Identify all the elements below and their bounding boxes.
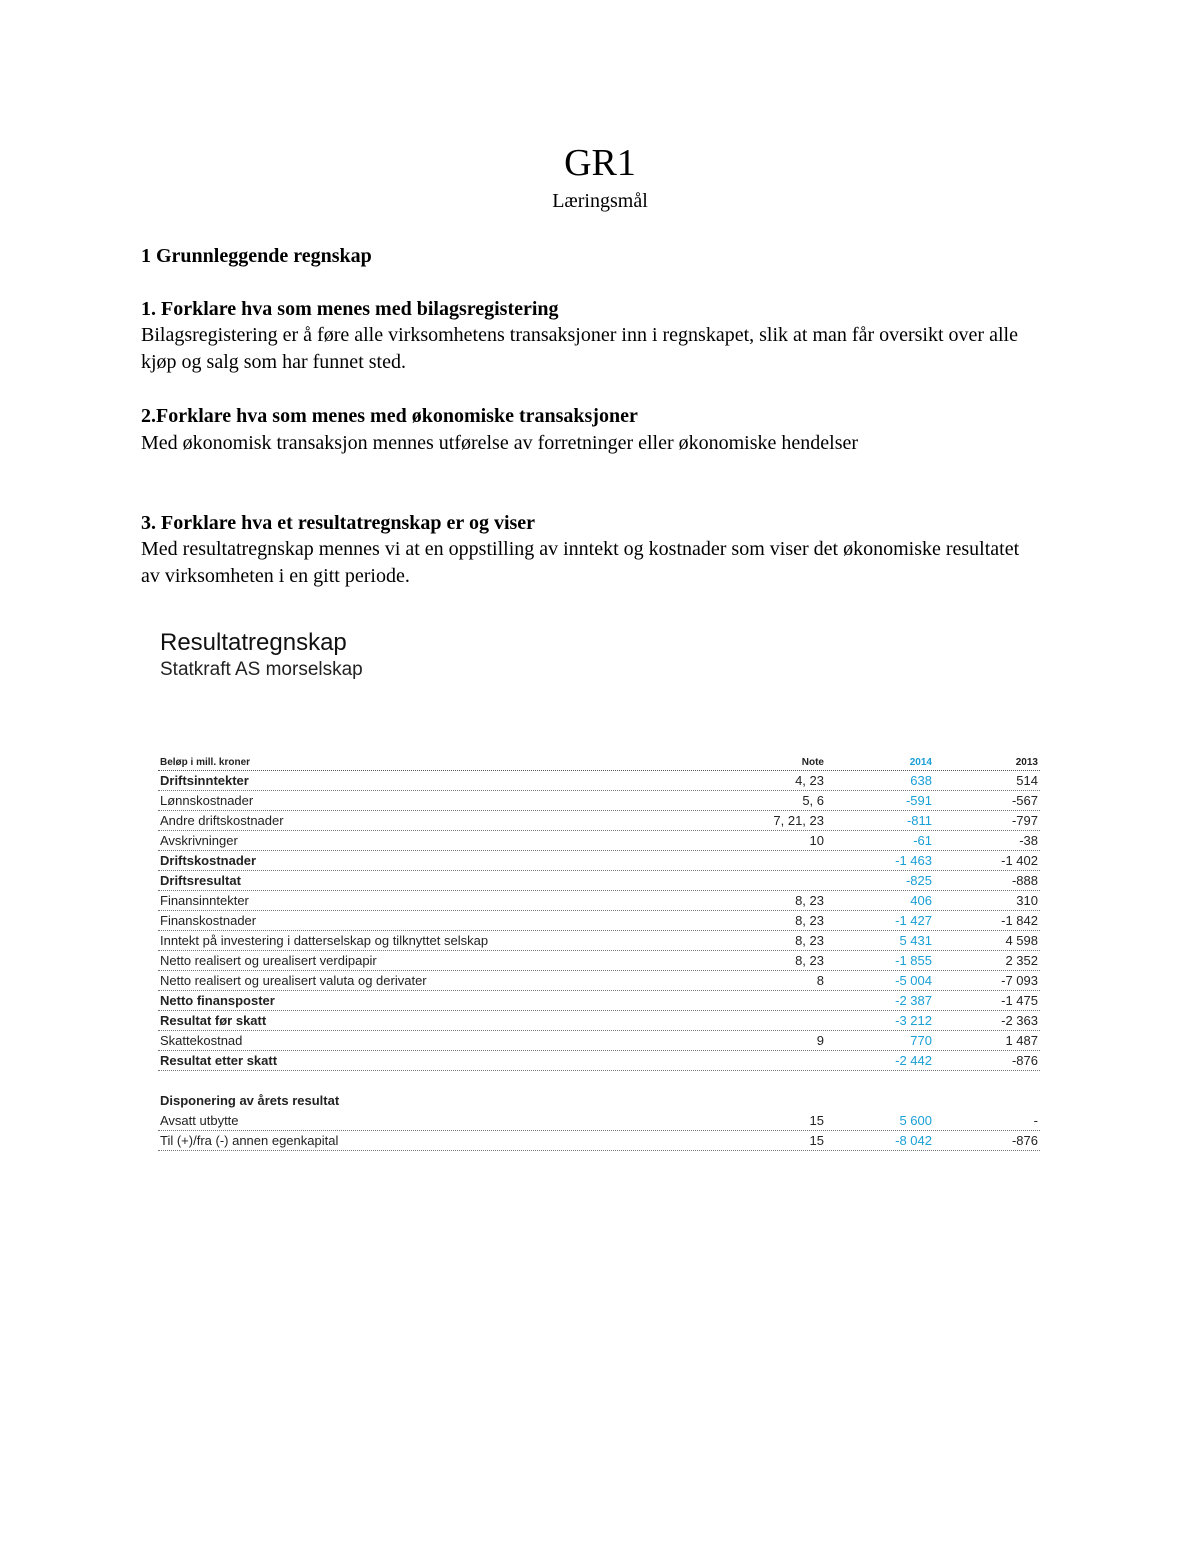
row-value-current: -1 855 xyxy=(895,953,932,968)
row-value-current: 5 600 xyxy=(899,1113,932,1128)
table-row xyxy=(158,811,1040,831)
row-note: 15 xyxy=(809,1133,824,1148)
row-label: Netto realisert og urealisert valuta og derivater xyxy=(160,973,427,988)
table-row xyxy=(158,1011,1040,1031)
statement-title: Resultatregnskap xyxy=(160,629,347,656)
row-value-current: -811 xyxy=(906,813,932,828)
table-row xyxy=(158,931,1040,951)
header-year-current: 2014 xyxy=(909,757,932,768)
row-value-previous: -876 xyxy=(1011,1053,1038,1068)
row-label: Inntekt på investering i datterselskap og tilknyttet selskap xyxy=(160,933,489,948)
row-value-current: -3 212 xyxy=(895,1013,932,1028)
table-row xyxy=(158,871,1040,891)
row-value-current: -2 442 xyxy=(895,1053,932,1068)
row-value-current: -2 387 xyxy=(895,993,932,1008)
row-value-previous: -2 363 xyxy=(1001,1013,1038,1028)
table-row xyxy=(158,831,1040,851)
row-note: 8, 23 xyxy=(795,893,824,908)
row-note: 7, 21, 23 xyxy=(773,813,824,828)
row-label: Driftskostnader xyxy=(160,853,257,868)
table-row xyxy=(158,891,1040,911)
row-value-current: 638 xyxy=(910,773,932,788)
row-label: Resultat før skatt xyxy=(160,1013,267,1028)
row-label: Finansinntekter xyxy=(160,893,249,908)
table-row xyxy=(158,1131,1040,1151)
row-label: Lønnskostnader xyxy=(160,793,254,808)
row-value-previous: 4 598 xyxy=(1005,933,1038,948)
disposition-heading: Disponering av årets resultat xyxy=(160,1093,340,1108)
question-3-heading: 3. Forklare hva et resultatregnskap er og viser xyxy=(141,512,536,534)
table-row xyxy=(158,1031,1040,1051)
row-value-previous: -7 093 xyxy=(1001,973,1038,988)
section-heading: 1 Grunnleggende regnskap xyxy=(141,245,372,267)
table-row xyxy=(158,1051,1040,1071)
row-value-current: -8 042 xyxy=(895,1133,932,1148)
disposition-rows xyxy=(158,1111,1040,1151)
question-2-answer: Med økonomisk transaksjon mennes utførelse av forretninger eller økonomiske hendelser xyxy=(141,432,859,454)
row-value-previous: 514 xyxy=(1016,773,1038,788)
row-value-current: 770 xyxy=(910,1033,932,1048)
header-label: Beløp i mill. kroner xyxy=(160,757,251,768)
row-label: Netto realisert og urealisert verdipapir xyxy=(160,953,377,968)
table-row xyxy=(158,851,1040,871)
table-row xyxy=(158,771,1040,791)
row-note: 8 xyxy=(816,973,824,988)
question-3-answer: Med resultatregnskap mennes vi at en oppstilling av inntekt og kostnader som viser det økonomiske resultatet av virksomheten i en gitt periode. xyxy=(141,538,1020,587)
row-note: 8, 23 xyxy=(795,953,824,968)
question-2-heading: 2.Forklare hva som menes med økonomiske transaksjoner xyxy=(141,405,638,427)
header-year-previous: 2013 xyxy=(1015,757,1038,768)
row-value-previous: -567 xyxy=(1011,793,1038,808)
row-label: Resultat etter skatt xyxy=(160,1053,278,1068)
row-value-previous: 1 487 xyxy=(1005,1033,1038,1048)
row-label: Skattekostnad xyxy=(160,1033,243,1048)
row-note: 15 xyxy=(809,1113,824,1128)
row-value-previous: 310 xyxy=(1016,893,1038,908)
table-row xyxy=(158,951,1040,971)
header-note: Note xyxy=(801,757,824,768)
row-value-current: -61 xyxy=(913,833,932,848)
table-row xyxy=(158,991,1040,1011)
row-note: 10 xyxy=(809,833,824,848)
page-title: GR1 xyxy=(564,142,636,184)
row-label: Andre driftskostnader xyxy=(160,813,284,828)
row-note: 5, 6 xyxy=(802,793,824,808)
row-value-current: 5 431 xyxy=(899,933,932,948)
disposition-heading-row xyxy=(158,1091,1040,1111)
row-label: Netto finansposter xyxy=(160,993,275,1008)
income-statement-table xyxy=(158,754,1040,1151)
row-value-previous: -38 xyxy=(1019,833,1038,848)
row-value-current: -825 xyxy=(905,873,932,888)
row-note: 9 xyxy=(816,1033,824,1048)
row-note: 8, 23 xyxy=(795,913,824,928)
row-value-previous: -797 xyxy=(1011,813,1038,828)
row-value-previous: 2 352 xyxy=(1005,953,1038,968)
row-value-current: -1 427 xyxy=(895,913,932,928)
table-row xyxy=(158,911,1040,931)
row-value-previous: -1 475 xyxy=(1001,993,1038,1008)
row-value-previous: -1 842 xyxy=(1001,913,1038,928)
row-value-previous: -876 xyxy=(1011,1133,1038,1148)
table-row xyxy=(158,791,1040,811)
row-label: Finanskostnader xyxy=(160,913,257,928)
row-label: Til (+)/fra (-) annen egenkapital xyxy=(160,1133,339,1148)
row-value-current: -591 xyxy=(905,793,932,808)
row-label: Driftsresultat xyxy=(160,873,241,888)
table-header-row xyxy=(158,754,1040,771)
page-subtitle: Læringsmål xyxy=(552,190,648,212)
row-value-current: 406 xyxy=(910,893,932,908)
row-note: 4, 23 xyxy=(795,773,824,788)
row-label: Avsatt utbytte xyxy=(160,1113,239,1128)
statement-rows xyxy=(158,771,1040,1071)
row-value-previous: - xyxy=(1033,1113,1038,1128)
row-value-previous: -1 402 xyxy=(1001,853,1038,868)
row-value-current: -1 463 xyxy=(895,853,932,868)
table-spacer xyxy=(158,1071,1040,1091)
row-value-previous: -888 xyxy=(1011,873,1038,888)
table-row xyxy=(158,1111,1040,1131)
statement-subtitle: Statkraft AS morselskap xyxy=(160,659,363,680)
row-label: Avskrivninger xyxy=(160,833,238,848)
row-value-current: -5 004 xyxy=(895,973,932,988)
question-1-answer: Bilagsregistering er å føre alle virksomhetens transaksjoner inn i regnskapet, slik at man får oversikt over alle kjøp og salg som har funnet sted. xyxy=(141,324,1018,373)
row-label: Driftsinntekter xyxy=(160,773,249,788)
table-row xyxy=(158,971,1040,991)
question-1-heading: 1. Forklare hva som menes med bilagsregistering xyxy=(141,298,559,320)
row-note: 8, 23 xyxy=(795,933,824,948)
